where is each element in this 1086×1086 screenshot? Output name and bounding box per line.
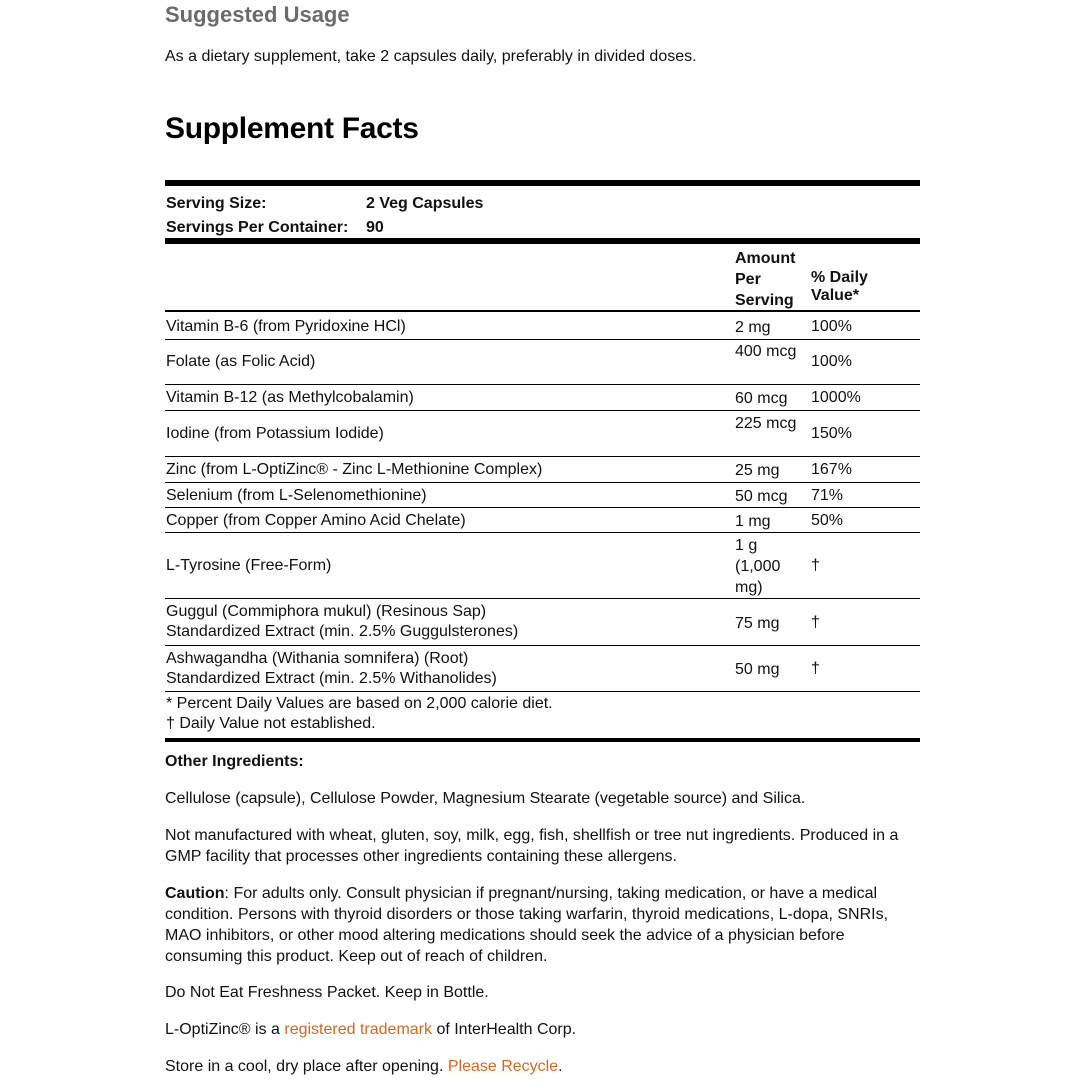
suggested-usage-heading: Suggested Usage (165, 2, 350, 27)
nutrient-amount (735, 535, 810, 598)
nutrient-name: Folate (as Folic Acid) (166, 353, 316, 370)
nutrient-amount: 25 mg (735, 462, 780, 479)
nutrient-name: Selenium (from L-Selenomethionine) (166, 487, 427, 504)
storage-note (165, 1056, 920, 1077)
nutrient-row (165, 312, 920, 340)
name-line: Ashwagandha (Withania somnifera) (Root) (166, 650, 469, 667)
other-ingredients-heading: Other Ingredients: (165, 753, 304, 770)
nutrient-dv: 100% (811, 318, 852, 335)
nutrient-name: Vitamin B-12 (as Methylcobalamin) (166, 389, 414, 406)
other-ingredients-text: Cellulose (capsule), Cellulose Powder, Magnesium Stearate (vegetable source) and Silica. (165, 790, 806, 807)
serving-size-label: Serving Size: (166, 195, 267, 212)
allergen-statement: Not manufactured with wheat, gluten, soy, milk, egg, fish, shellfish or tree nut ingredients. Produced in a GMP facility that processes other ingredients containing these allergens. (165, 827, 899, 865)
bottom-rule (165, 738, 920, 742)
nutrient-amount: 2 mg (735, 319, 771, 336)
not-established-footnote: † Daily Value not established. (166, 715, 376, 732)
storage-suffix: . (558, 1058, 563, 1075)
nutrient-dv: 100% (811, 353, 852, 370)
nutrient-row (165, 457, 920, 483)
serving-size-value: 2 Veg Capsules (366, 195, 484, 212)
nutrient-name (166, 602, 518, 642)
amount-header-line: Amount (735, 250, 796, 267)
caution-label: Caution (165, 885, 225, 902)
footnotes (165, 692, 920, 738)
nutrient-row (165, 483, 920, 508)
nutrient-row (165, 508, 920, 533)
nutrient-amount: 50 mcg (735, 488, 788, 505)
amount-line: (1,000 (735, 558, 781, 575)
nutrient-dv: 71% (811, 487, 844, 504)
nutrient-amount: 400 mcg (735, 343, 797, 360)
serving-info (165, 186, 920, 238)
nutrient-row (165, 385, 920, 411)
column-headers (165, 244, 920, 310)
freshness-packet-note: Do Not Eat Freshness Packet. Keep in Bottle. (165, 984, 489, 1001)
nutrient-dv: † (811, 614, 820, 631)
trademark-note (165, 1019, 920, 1040)
nutrient-amount: 75 mg (735, 615, 780, 632)
nutrient-row (165, 599, 920, 646)
nutrient-amount: 225 mcg (735, 415, 797, 432)
nutrient-amount: 50 mg (735, 661, 780, 678)
servings-per-container-label: Servings Per Container: (166, 219, 349, 236)
nutrient-row (165, 340, 920, 385)
nutrient-row (165, 533, 920, 599)
servings-per-container-value: 90 (366, 219, 384, 236)
nutrient-dv: 150% (811, 425, 852, 442)
name-line: Guggul (Commiphora mukul) (Resinous Sap) (166, 603, 487, 620)
caution-statement (165, 883, 920, 967)
nutrient-dv: 167% (811, 461, 852, 478)
nutrient-row (165, 646, 920, 692)
nutrient-name: Iodine (from Potassium Iodide) (166, 425, 384, 442)
storage-text: Store in a cool, dry place after opening. (165, 1058, 448, 1075)
caution-text: : For adults only. Consult physician if pregnant/nursing, taking medication, or have a medical condition. Persons with thyroid disorders or those taking warfarin, thyroid medications, L-dopa, SNRIs, MAO inhibitors, or other mood altering medications should seek the advice of a physician before consuming this product. Keep out of reach of children. (165, 885, 889, 965)
suggested-usage-text: As a dietary supplement, take 2 capsules daily, preferably in divided doses. (165, 48, 697, 65)
nutrient-name: Zinc (from L-OptiZinc® - Zinc L-Methionine Complex) (166, 461, 543, 478)
amount-line: mg) (735, 579, 763, 596)
amount-header-line: Per (735, 271, 761, 288)
registered-trademark-link[interactable]: registered trademark (284, 1021, 432, 1038)
amount-per-serving-header (735, 248, 805, 311)
amount-line: 1 g (735, 537, 758, 554)
trademark-suffix: of InterHealth Corp. (432, 1021, 577, 1038)
nutrient-dv: 1000% (811, 389, 861, 406)
nutrient-name: L-Tyrosine (Free-Form) (166, 557, 332, 574)
nutrient-dv: † (811, 557, 820, 574)
amount-header-line: Serving (735, 292, 794, 309)
nutrient-amount: 1 mg (735, 513, 771, 530)
nutrient-dv: 50% (811, 512, 844, 529)
nutrient-amount: 60 mcg (735, 390, 788, 407)
daily-value-header: % Daily Value* (811, 269, 868, 304)
name-line: Standardized Extract (min. 2.5% Withanolides) (166, 670, 497, 687)
nutrient-dv: † (811, 660, 820, 677)
daily-value-footnote: * Percent Daily Values are based on 2,000 calorie diet. (166, 695, 553, 712)
nutrient-name: Vitamin B-6 (from Pyridoxine HCl) (166, 318, 406, 335)
supplement-facts-title: Supplement Facts (165, 112, 419, 145)
name-line: Standardized Extract (min. 2.5% Guggulsterones) (166, 623, 519, 640)
supplement-facts-panel (165, 180, 920, 742)
nutrient-name: Copper (from Copper Amino Acid Chelate) (166, 512, 466, 529)
nutrient-name (166, 649, 497, 689)
nutrient-row (165, 411, 920, 457)
trademark-prefix: L-OptiZinc® is a (165, 1021, 285, 1038)
please-recycle-link[interactable]: Please Recycle (447, 1058, 559, 1075)
